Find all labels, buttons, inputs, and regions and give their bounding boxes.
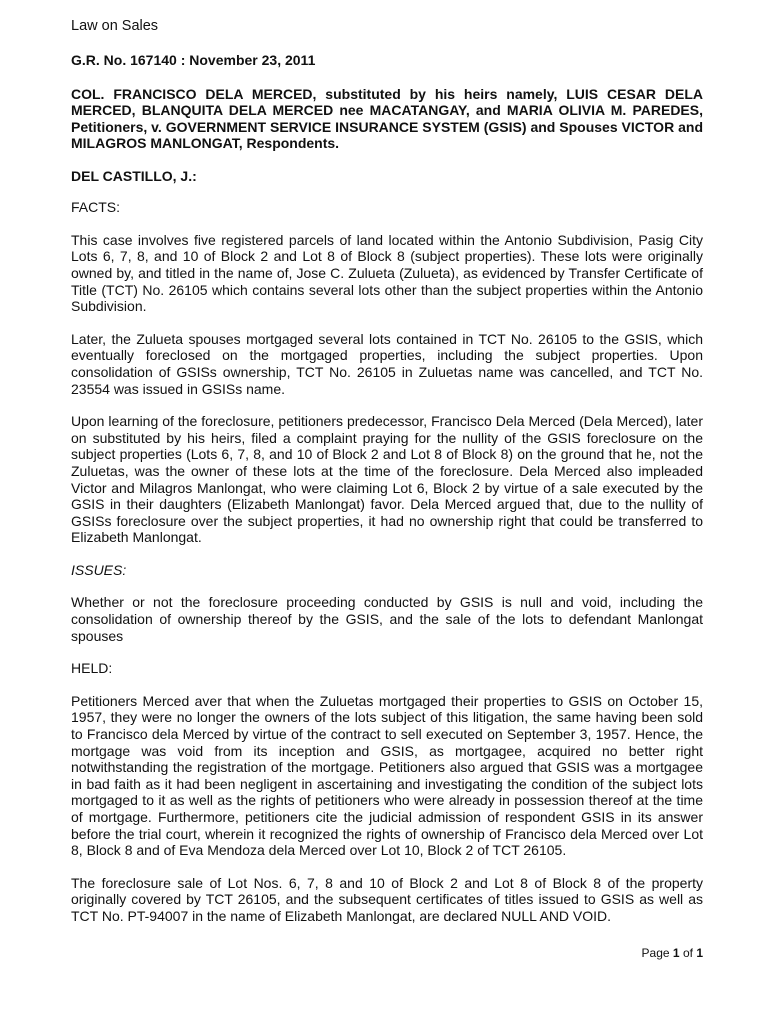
case-number: G.R. No. 167140 : November 23, 2011 bbox=[71, 52, 316, 68]
facts-paragraph-2: Later, the Zulueta spouses mortgaged several lots contained in TCT No. 26105 to the GSIS, which eventually foreclosed on the mortgaged properties, including the subject properties. Upon consolidation of GSISs ownership, TCT No. 26105 in Zuluetas name was cancelled, and TCT No. 23554 was issued in GSISs name. bbox=[71, 330, 703, 397]
running-title: Law on Sales bbox=[71, 18, 159, 34]
held-heading: HELD: bbox=[71, 660, 113, 677]
page-of: of bbox=[682, 946, 693, 960]
held-paragraph-1: Petitioners Merced aver that when the Zuluetas mortgaged their properties to GSIS on October 15, 1957, they were no longer the owners of the lots subject of this litigation, the same having been sold to Francisco dela Merced by virtue of the contract to sell executed on September 3, 1957. Hence, the mortgage was void from its inception and GSIS, as mortgagee, acquired no better right notwithstanding the registration of the mortgage. Petitioners also argued that GSIS was a mortgagee in bad faith as it had been negligent in ascertaining and investigating the condition of the subject lots mortgaged to it as well as the rights of petitioners who were already in possession thereof at the time of mortgage. Furthermore, petitioners cite the judicial admission of respondent GSIS in its answer before the trial court, wherein it recognized the rights of ownership of Francisco dela Merced over Lot 8, Block 8 and of Eva Mendoza dela Merced over Lot 10, Block 2 of TCT 26105. bbox=[71, 692, 703, 859]
issues-heading: ISSUES: bbox=[71, 561, 127, 578]
facts-paragraph-3: Upon learning of the foreclosure, petitioners predecessor, Francisco Dela Merced (Dela Merced), later on substituted by his heirs, filed a complaint praying for the nullity of the GSIS foreclosure on the subject properties (Lots 6, 7, 8, and 10 of Block 2 and Lot 8 of Block 8) on the ground that he, not the Zuluetas, was the owner of these lots at the time of the foreclosure. Dela Merced also impleaded Victor and Milagros Manlongat, who were claiming Lot 6, Block 2 by virtue of a sale executed by the GSIS in their daughters (Elizabeth Manlongat) favor. Dela Merced argued that, due to the nullity of GSISs foreclosure over the subject properties, it had no ownership right that could be transferred to Elizabeth Manlongat. bbox=[71, 413, 703, 546]
ponente: DEL CASTILLO, J.: bbox=[71, 167, 197, 184]
issues-paragraph-1: Whether or not the foreclosure proceeding conducted by GSIS is null and void, including the consolidation of ownership thereof by the GSIS, and the sale of the lots to defendant Manlongat spouses bbox=[71, 594, 703, 644]
case-parties: COL. FRANCISCO DELA MERCED, substituted by his heirs namely, LUIS CESAR DELA MERCED, BLANQUITA DELA MERCED nee MACATANGAY, and MARIA OLIVIA M. PAREDES, Petitioners, v. GOVERNMENT SERVICE INSURANCE SYSTEM (GSIS) and Spouses VICTOR and MILAGROS MANLONGAT, Respondents. bbox=[71, 85, 703, 152]
facts-paragraph-1: This case involves five registered parcels of land located within the Antonio Subdivision, Pasig City Lots 6, 7, 8, and 10 of Block 2 and Lot 8 of Block 8 (subject properties). These lots were originally owned by, and titled in the name of, Jose C. Zulueta (Zulueta), as evidenced by Transfer Certificate of Title (TCT) No. 26105 which contains several lots other than the subject properties within the Antonio Subdivision. bbox=[71, 231, 703, 315]
facts-heading: FACTS: bbox=[71, 199, 121, 216]
page-number bbox=[642, 946, 703, 961]
page-current: 1 bbox=[672, 946, 680, 960]
page-label: Page bbox=[641, 946, 670, 960]
held-paragraph-2: The foreclosure sale of Lot Nos. 6, 7, 8 and 10 of Block 2 and Lot 8 of Block 8 of the property originally covered by TCT 26105, and the subsequent certificates of titles issued to GSIS as well as TCT No. PT-94007 in the name of Elizabeth Manlongat, are declared NULL AND VOID. bbox=[71, 874, 703, 924]
page-total: 1 bbox=[696, 946, 703, 960]
